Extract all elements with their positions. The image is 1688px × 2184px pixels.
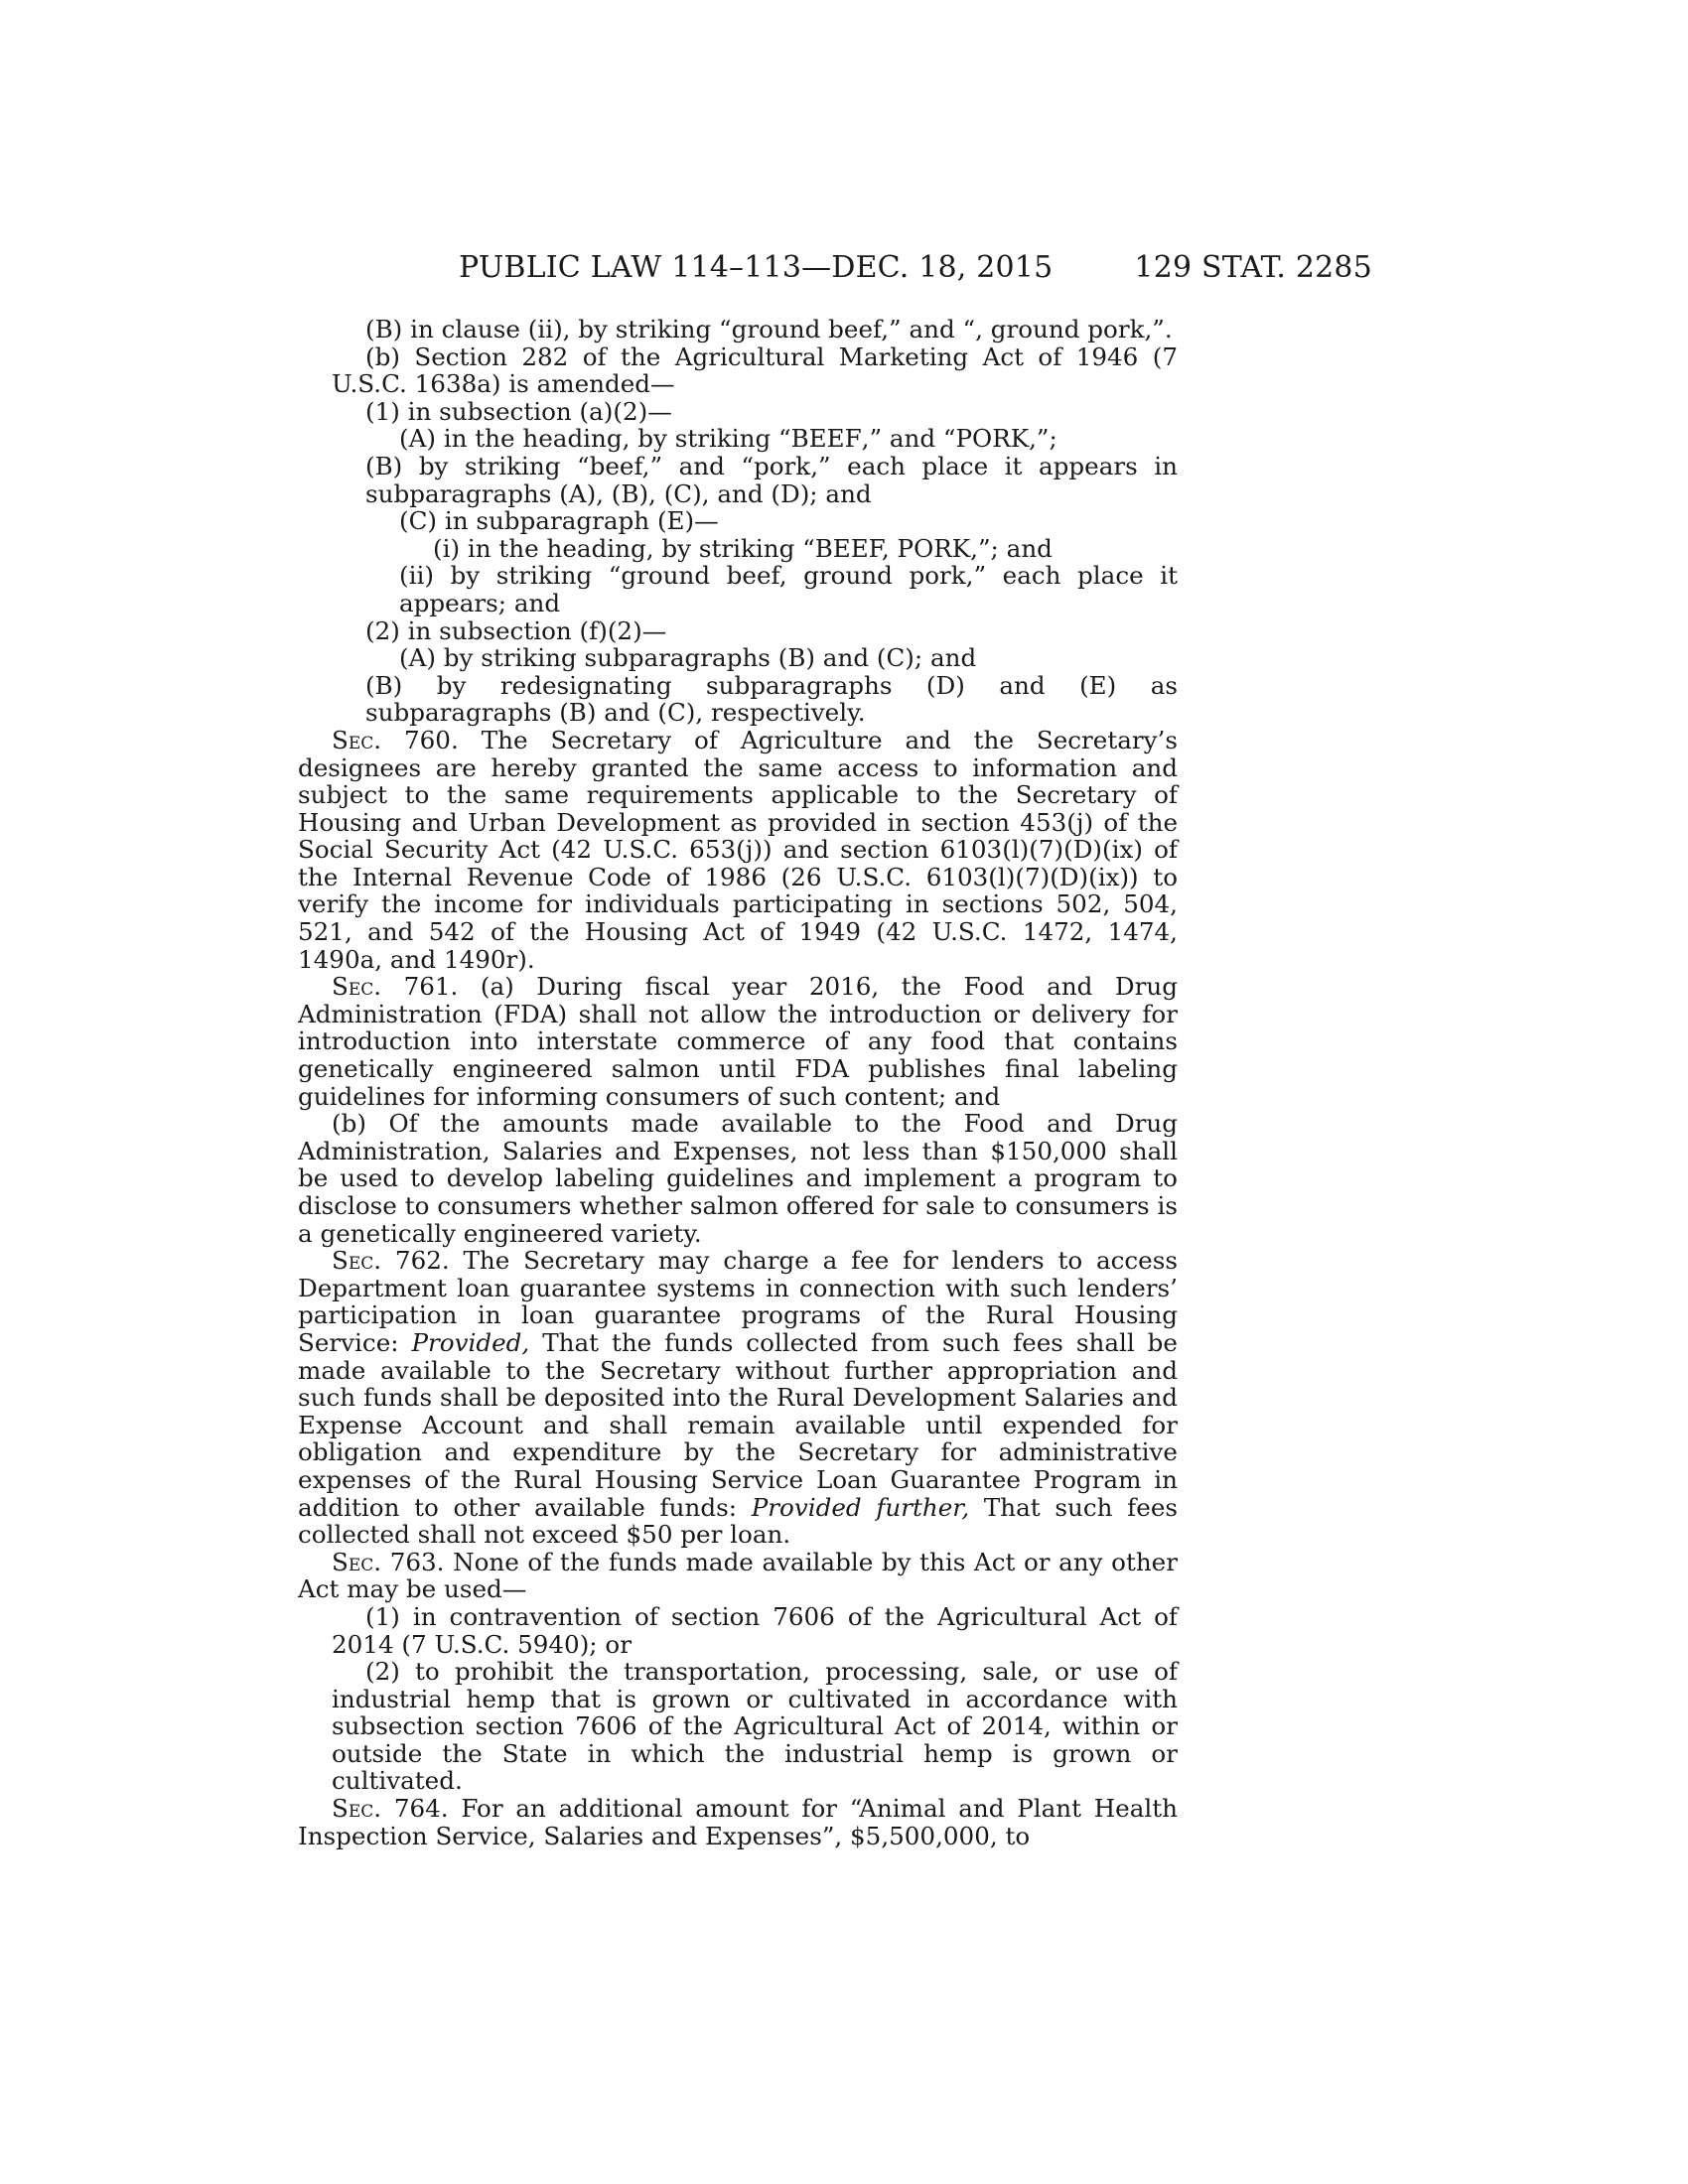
section-762: Sec. 762. The Secretary may charge a fee for lenders to access Department loan guarantee systems in connection with such lenders’ participation in loan guarantee programs of the Rural Housing Service: Provided, That the funds collected from such fees shall be made available to the Secretary without further appropriation and such funds shall be deposited into the Rural Development Salaries and Expense Account and shall remain available until expended for obligation and expenditure by the Secretary for administrative expenses of the Rural Housing Service Loan Guarantee Program in addition to other available funds: Provided further, That such fees collected shall not exceed $50 per loan.: [298, 1246, 1178, 1550]
subparagraph-a-striking: (A) by striking subparagraphs (B) and (C); and: [399, 643, 977, 673]
clause-i-heading: (i) in the heading, by striking “BEEF, PORK,”; and: [433, 533, 1053, 563]
subparagraph-b-redesignating: (B) by redesignating subparagraphs (D) and (E) as subparagraphs (B) and (C), respectively.: [365, 670, 1178, 728]
section-763: Sec. 763. None of the funds made available by this Act or any other Act may be used—: [298, 1547, 1178, 1604]
statute-page-number: 129 STAT. 2285: [1134, 250, 1372, 285]
section-760: Sec. 760. The Secretary of Agriculture and the Secretary’s designees are hereby granted the same access to information and subject to the same requirements applicable to the Secretary of Housing and Urban Development as provided in section 453(j) of the Social Security Act (42 U.S.C. 653(j)) and section 6103(l)(7)(D)(ix) of the Internal Revenue Code of 1986 (26 U.S.C. 6103(l)(7)(D)(ix)) to verify the income for individuals participating in sections 502, 504, 521, and 542 of the Housing Act of 1949 (42 U.S.C. 1472, 1474, 1490a, and 1490r).: [298, 725, 1178, 974]
running-header-title: PUBLIC LAW 114–113—DEC. 18, 2015: [459, 250, 1054, 285]
subparagraph-a-heading: (A) in the heading, by striking “BEEF,” and “PORK,”;: [399, 424, 1057, 454]
section-763-paragraph-1: (1) in contravention of section 7606 of the Agricultural Act of 2014 (7 U.S.C. 5940); or: [332, 1601, 1178, 1659]
section-763-paragraph-2: (2) to prohibit the transportation, processing, sale, or use of industrial hemp that is grown or cultivated in accordance with subsection section 7606 of the Agricultural Act of 2014, within or outside the State in which the industrial hemp is grown or cultivated.: [332, 1657, 1178, 1796]
subparagraph-b-striking: (B) by striking “beef,” and “pork,” each place it appears in subparagraphs (A), (B), (C), and (D); and: [365, 451, 1178, 508]
clause-ii-striking: (ii) by striking “ground beef, ground pork,” each place it appears; and: [399, 561, 1178, 617]
clause-b-ground-beef: (B) in clause (ii), by striking “ground beef,” and “, ground pork,”.: [365, 315, 1173, 343]
document-body: [298, 316, 1178, 1849]
section-761-b: (b) Of the amounts made available to the Food and Drug Administration, Salaries and Expenses, not less than $150,000 shall be used to develop labeling guidelines and implement a program to disclose to consumers whether salmon offered for sale to consumers is a genetically engineered variety.: [298, 1109, 1178, 1248]
paragraph-2-subsection-f2: (2) in subsection (f)(2)—: [365, 615, 667, 645]
paragraph-1-subsection-a2: (1) in subsection (a)(2)—: [365, 396, 672, 426]
subparagraph-c: (C) in subparagraph (E)—: [399, 506, 719, 536]
section-764: Sec. 764. For an additional amount for “Animal and Plant Health Inspection Service, Salaries and Expenses”, $5,500,000, to: [298, 1794, 1178, 1850]
subsection-b: (b) Section 282 of the Agricultural Marketing Act of 1946 (7 U.S.C. 1638a) is amended—: [332, 341, 1178, 399]
section-761-a: Sec. 761. (a) During fiscal year 2016, the Food and Drug Administration (FDA) shall not allow the introduction or delivery for introduction into interstate commerce of any food that contains genetically engineered salmon until FDA publishes final labeling guidelines for informing consumers of such content; and: [298, 972, 1178, 1111]
